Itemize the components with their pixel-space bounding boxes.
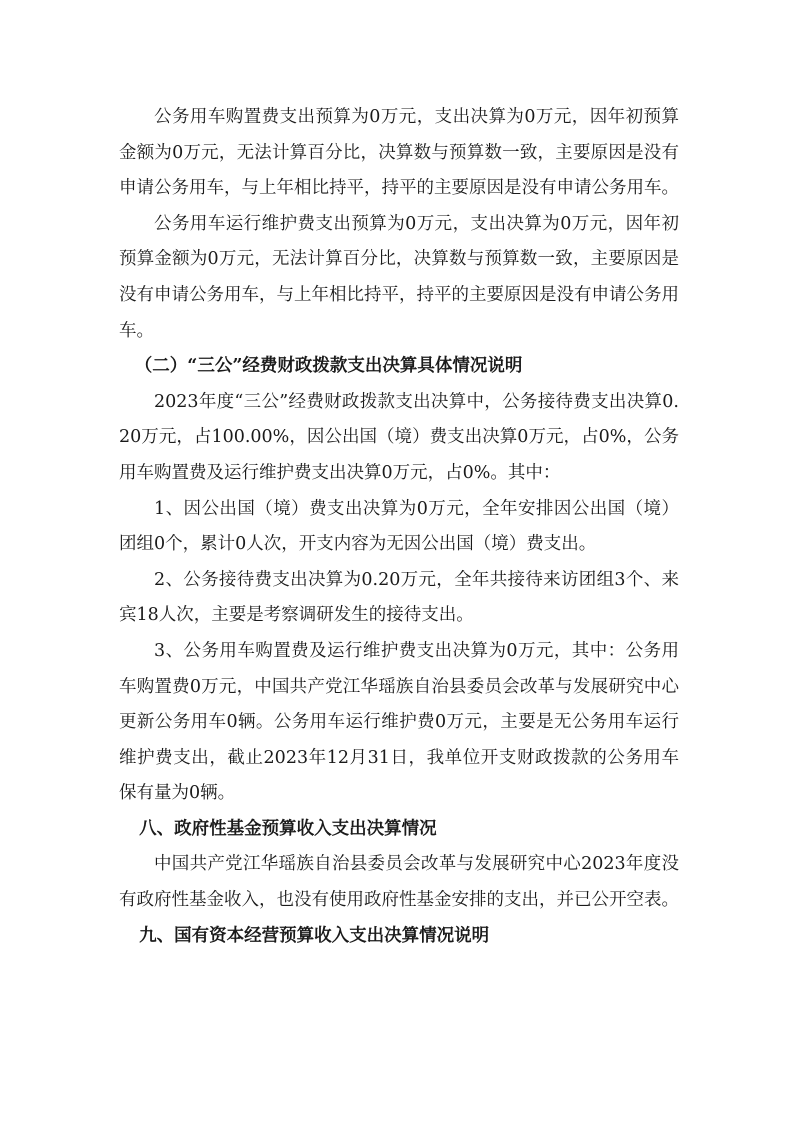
paragraph-reception: 2、公务接待费支出决算为0.20万元，全年共接待来访团组3个、来宾18人次，主要是考察调研发生的接待支出。: [119, 569, 679, 626]
paragraph-three-public-summary: 2023年度“三公”经费财政拨款支出决算中，公务接待费支出决算0.20万元，占100.00%，因公出国（境）费支出决算0万元，占0%，公务用车购置费及运行维护费支出决算0万元，占0%。其中：: [119, 391, 679, 483]
paragraph-overseas-travel: 1、因公出国（境）费支出决算为0万元，全年安排因公出国（境）团组0个，累计0人次，开支内容为无因公出国（境）费支出。: [119, 498, 679, 555]
paragraph-vehicle-maintenance: 公务用车运行维护费支出预算为0万元，支出决算为0万元，因年初预算金额为0万元，无法计算百分比，决算数与预算数一致，主要原因是没有申请公务用车，与上年相比持平，持平的主要原因是没有申请公务用车。: [119, 213, 679, 341]
subheading-three-public-expenses: （二）“三公”经费财政拨款支出决算具体情况说明: [134, 356, 523, 377]
paragraph-government-fund: 中国共产党江华瑶族自治县委员会改革与发展研究中心2023年度没有政府性基金收入，也没有使用政府性基金安排的支出，并已公开空表。: [119, 854, 679, 911]
heading-section-9: 九、国有资本经营预算收入支出决算情况说明: [139, 925, 490, 946]
document-body: [119, 100, 679, 954]
heading-section-8: 八、政府性基金预算收入支出决算情况: [139, 818, 437, 839]
paragraph-vehicles: 3、公务用车购置费及运行维护费支出决算为0万元，其中：公务用车购置费0万元，中国共产党江华瑶族自治县委员会改革与发展研究中心更新公务用车0辆。公务用车运行维护费0万元，主要是无公务用车运行维护费支出，截止2023年12月31日，我单位开支财政拨款的公务用车保有量为0辆。: [119, 640, 679, 804]
paragraph-vehicle-purchase: 公务用车购置费支出预算为0万元，支出决算为0万元，因年初预算金额为0万元，无法计算百分比，决算数与预算数一致，主要原因是没有申请公务用车，与上年相比持平，持平的主要原因是没有申请公务用车。: [119, 107, 679, 199]
